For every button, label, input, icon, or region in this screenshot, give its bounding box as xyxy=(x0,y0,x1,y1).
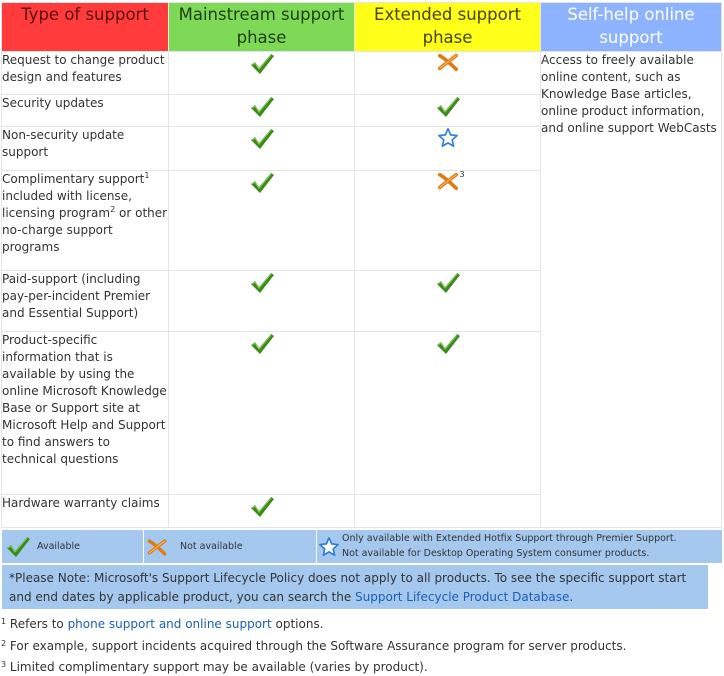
check-icon xyxy=(249,95,275,119)
policy-note xyxy=(2,565,708,609)
row-label: Security updates xyxy=(2,95,169,127)
footnote-number: 3 xyxy=(1,660,7,669)
header-self-help-support: Self-help online support xyxy=(541,3,722,52)
row-label xyxy=(2,171,169,271)
check-icon xyxy=(435,271,461,295)
legend-limited xyxy=(317,530,722,563)
self-help-description: Access to freely available online content, such as Knowledge Base articles, online product information, and online support WebCasts xyxy=(541,52,722,528)
mainstream-cell xyxy=(169,495,355,528)
mainstream-cell xyxy=(169,52,355,95)
mainstream-cell xyxy=(169,171,355,271)
legend-not-available xyxy=(144,530,317,563)
legend-available-label: Available xyxy=(37,541,81,552)
header-extended-support: Extended support phase xyxy=(355,3,541,52)
header-type-of-support: Type of support xyxy=(2,3,169,52)
check-icon xyxy=(249,127,275,151)
row-label: Non-security update support xyxy=(2,127,169,171)
extended-cell xyxy=(355,495,541,528)
row-label: Request to change product design and features xyxy=(2,52,169,95)
row-label: Hardware warranty claims xyxy=(2,495,169,528)
row-label: Paid-support (including pay-per-incident Premier and Essential Support) xyxy=(2,271,169,332)
check-icon xyxy=(249,332,275,356)
table-row xyxy=(2,52,722,95)
extended-cell xyxy=(355,127,541,171)
footnote-ref: 2 xyxy=(110,205,116,214)
star-icon xyxy=(437,127,459,149)
phone-online-support-link[interactable]: phone support and online support xyxy=(67,617,272,631)
row-label-part: Complimentary support xyxy=(2,172,145,186)
footnote-1 xyxy=(1,616,324,632)
extended-cell xyxy=(355,332,541,495)
extended-cell xyxy=(355,95,541,127)
cross-icon xyxy=(436,52,460,72)
legend-bar xyxy=(2,530,722,563)
footnote-number: 2 xyxy=(1,639,7,648)
footnote-text: Limited complimentary support may be available (varies by product). xyxy=(6,660,428,674)
extended-cell xyxy=(355,271,541,332)
policy-note-end: . xyxy=(569,590,574,604)
cross-icon xyxy=(146,537,168,557)
row-label-part: included with license, licensing program xyxy=(2,189,132,220)
check-icon xyxy=(5,535,31,559)
cross-icon xyxy=(436,171,460,191)
legend-limited-line1: Only available with Extended Hotfix Support through Premier Support. xyxy=(342,533,677,544)
footnote-text: Refers to xyxy=(6,617,68,631)
check-icon xyxy=(249,52,275,76)
check-icon xyxy=(435,332,461,356)
mainstream-cell xyxy=(169,271,355,332)
check-icon xyxy=(435,95,461,119)
extended-cell xyxy=(355,52,541,95)
lifecycle-database-link[interactable]: Support Lifecycle Product Database xyxy=(355,590,570,604)
check-icon xyxy=(249,171,275,195)
footnote-2 xyxy=(1,638,626,654)
check-icon xyxy=(249,495,275,519)
star-icon xyxy=(318,536,340,558)
policy-note-text: *Please Note: Microsoft's Support Lifecycle Policy does not apply to all products. To see the specific support start and end dates by applicable product, you can search the xyxy=(9,571,687,604)
footnote-text: For example, support incidents acquired through the Software Assurance program for server products. xyxy=(6,639,627,653)
footnote-text: options. xyxy=(271,617,324,631)
mainstream-cell xyxy=(169,95,355,127)
legend-not-available-label: Not available xyxy=(180,541,243,552)
row-label: Product-specific information that is available by using the online Microsoft Knowledge Base or Support site at Microsoft Help and Support to find answers to technical questions xyxy=(2,332,169,495)
legend-available xyxy=(2,530,144,563)
footnote-number: 1 xyxy=(1,617,7,626)
header-mainstream-support: Mainstream support phase xyxy=(169,3,355,52)
footnote-ref: 1 xyxy=(144,171,150,180)
mainstream-cell xyxy=(169,332,355,495)
mainstream-cell xyxy=(169,127,355,171)
extended-cell: 3 xyxy=(355,171,541,271)
footnote-3 xyxy=(1,659,428,675)
row-label-part: or other no-charge support programs xyxy=(2,206,168,254)
legend-limited-line2: Not available for Desktop Operating System consumer products. xyxy=(342,548,650,559)
check-icon xyxy=(249,271,275,295)
support-matrix-table xyxy=(1,2,722,528)
